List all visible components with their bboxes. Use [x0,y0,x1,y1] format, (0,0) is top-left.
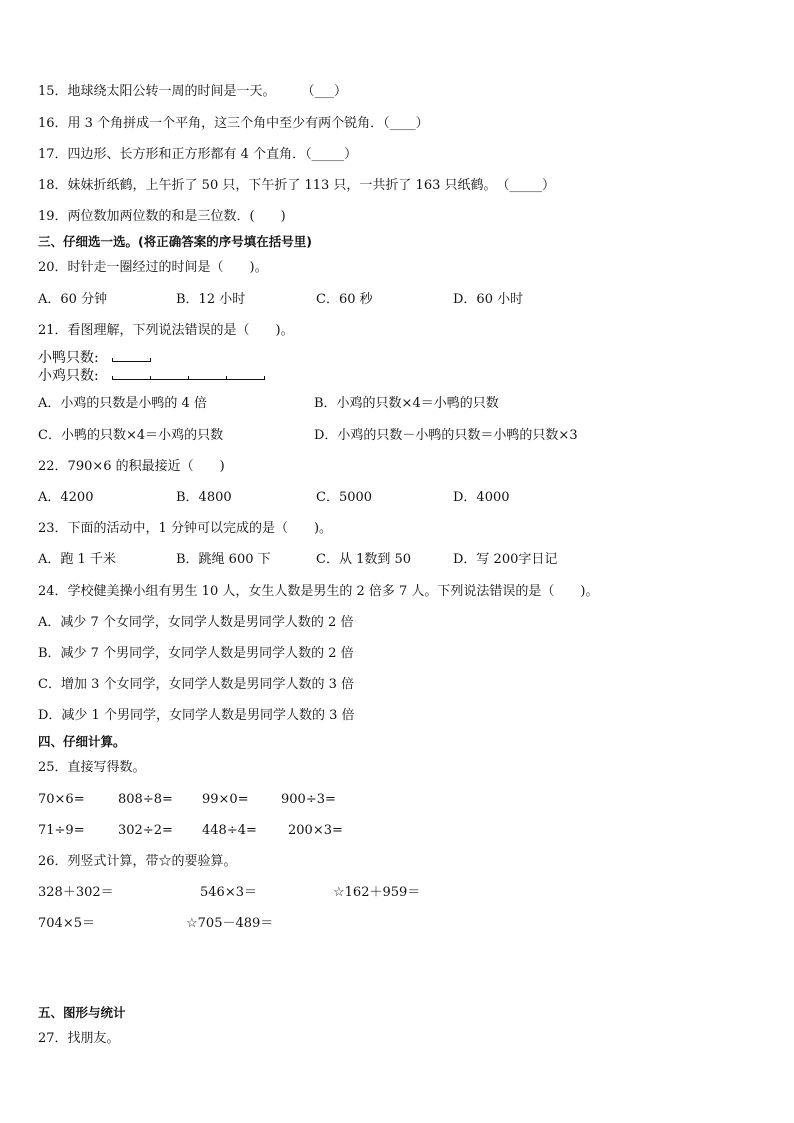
option-20-b: B．12 小时 [176,292,246,307]
question-17: 17．四边形、长方形和正方形都有 4 个直角．（_____） [38,147,358,162]
option-24-d: D．减少 1 个男同学，女同学人数是男同学人数的 3 倍 [38,708,355,723]
section-5-heading: 五、图形与统计 [38,1005,126,1020]
option-24-a: A．减少 7 个女同学，女同学人数是男同学人数的 2 倍 [38,615,354,630]
chick-count-label: 小鸡只数: [38,368,99,384]
option-21-c: C．小鸭的只数×4＝小鸡的只数 [38,428,224,443]
calc-25-2: 808÷8= [118,792,173,807]
vertical-calc-2: 546×3＝ [200,885,257,900]
vertical-calc-1: 328＋302＝ [38,885,114,900]
question-21: 21．看图理解，下列说法错误的是（ )。 [38,323,294,338]
question-18: 18．妹妹折纸鹤，上午折了 50 只，下午折了 113 只，一共折了 163 只纸鹤。 （_____） [38,178,556,193]
calc-25-4: 900÷3= [281,792,336,807]
calc-25-1: 70×6= [38,792,85,807]
option-21-b: B．小鸡的只数×4＝小鸭的只数 [314,396,499,411]
option-22-a: A．4200 [38,490,94,505]
section-4-heading: 四、仔细计算。 [38,734,126,749]
option-23-a: A．跑 1 千米 [38,552,116,567]
question-24: 24．学校健美操小组有男生 10 人，女生人数是男生的 2 倍多 7 人。下列说法错误的是（ )。 [38,584,599,599]
vertical-calc-5: ☆705－489＝ [186,916,274,931]
question-27: 27．找朋友。 [38,1031,120,1046]
question-16: 16．用 3 个角拼成一个平角，这三个角中至少有两个锐角．（____） [38,116,429,131]
question-19: 19．两位数加两位数的和是三位数．( ) [38,209,286,224]
question-25: 25．直接写得数。 [38,760,146,775]
option-24-c: C．增加 3 个女同学，女同学人数是男同学人数的 3 倍 [38,677,355,692]
option-22-d: D．4000 [453,490,510,505]
option-22-c: C．5000 [316,490,373,505]
option-23-b: B．跳绳 600 下 [176,552,271,567]
section-3-heading: 三、仔细选一选。(将正确答案的序号填在括号里) [38,234,312,249]
option-21-a: A．小鸡的只数是小鸭的 4 倍 [38,396,207,411]
calc-25-8: 200×3= [288,823,343,838]
option-20-c: C．60 秒 [316,292,373,307]
question-23: 23．下面的活动中，1 分钟可以完成的是（ )。 [38,521,333,536]
calc-25-5: 71÷9= [38,823,85,838]
question-22: 22．790×6 的积最接近（ ) [38,459,225,474]
question-20: 20．时针走一圈经过的时间是（ )。 [38,260,268,275]
calc-25-6: 302÷2= [118,823,173,838]
calc-25-3: 99×0= [202,792,249,807]
duck-count-label: 小鸭只数: [38,350,99,366]
option-20-a: A．60 分钟 [38,292,108,307]
question-26: 26．列竖式计算，带☆的要验算。 [38,854,237,869]
option-21-d: D．小鸡的只数－小鸭的只数＝小鸭的只数×3 [314,428,578,443]
calc-25-7: 448÷4= [202,823,257,838]
vertical-calc-4: 704×5＝ [38,916,95,931]
option-23-d: D．写 200字日记 [453,552,558,567]
vertical-calc-3: ☆162＋959＝ [333,885,421,900]
option-23-c: C．从 1数到 50 [316,552,412,567]
question-15: 15．地球绕太阳公转一周的时间是一天。 （___） [38,84,348,99]
option-22-b: B．4800 [176,490,232,505]
option-20-d: D．60 小时 [453,292,524,307]
option-24-b: B．减少 7 个男同学，女同学人数是男同学人数的 2 倍 [38,646,354,661]
